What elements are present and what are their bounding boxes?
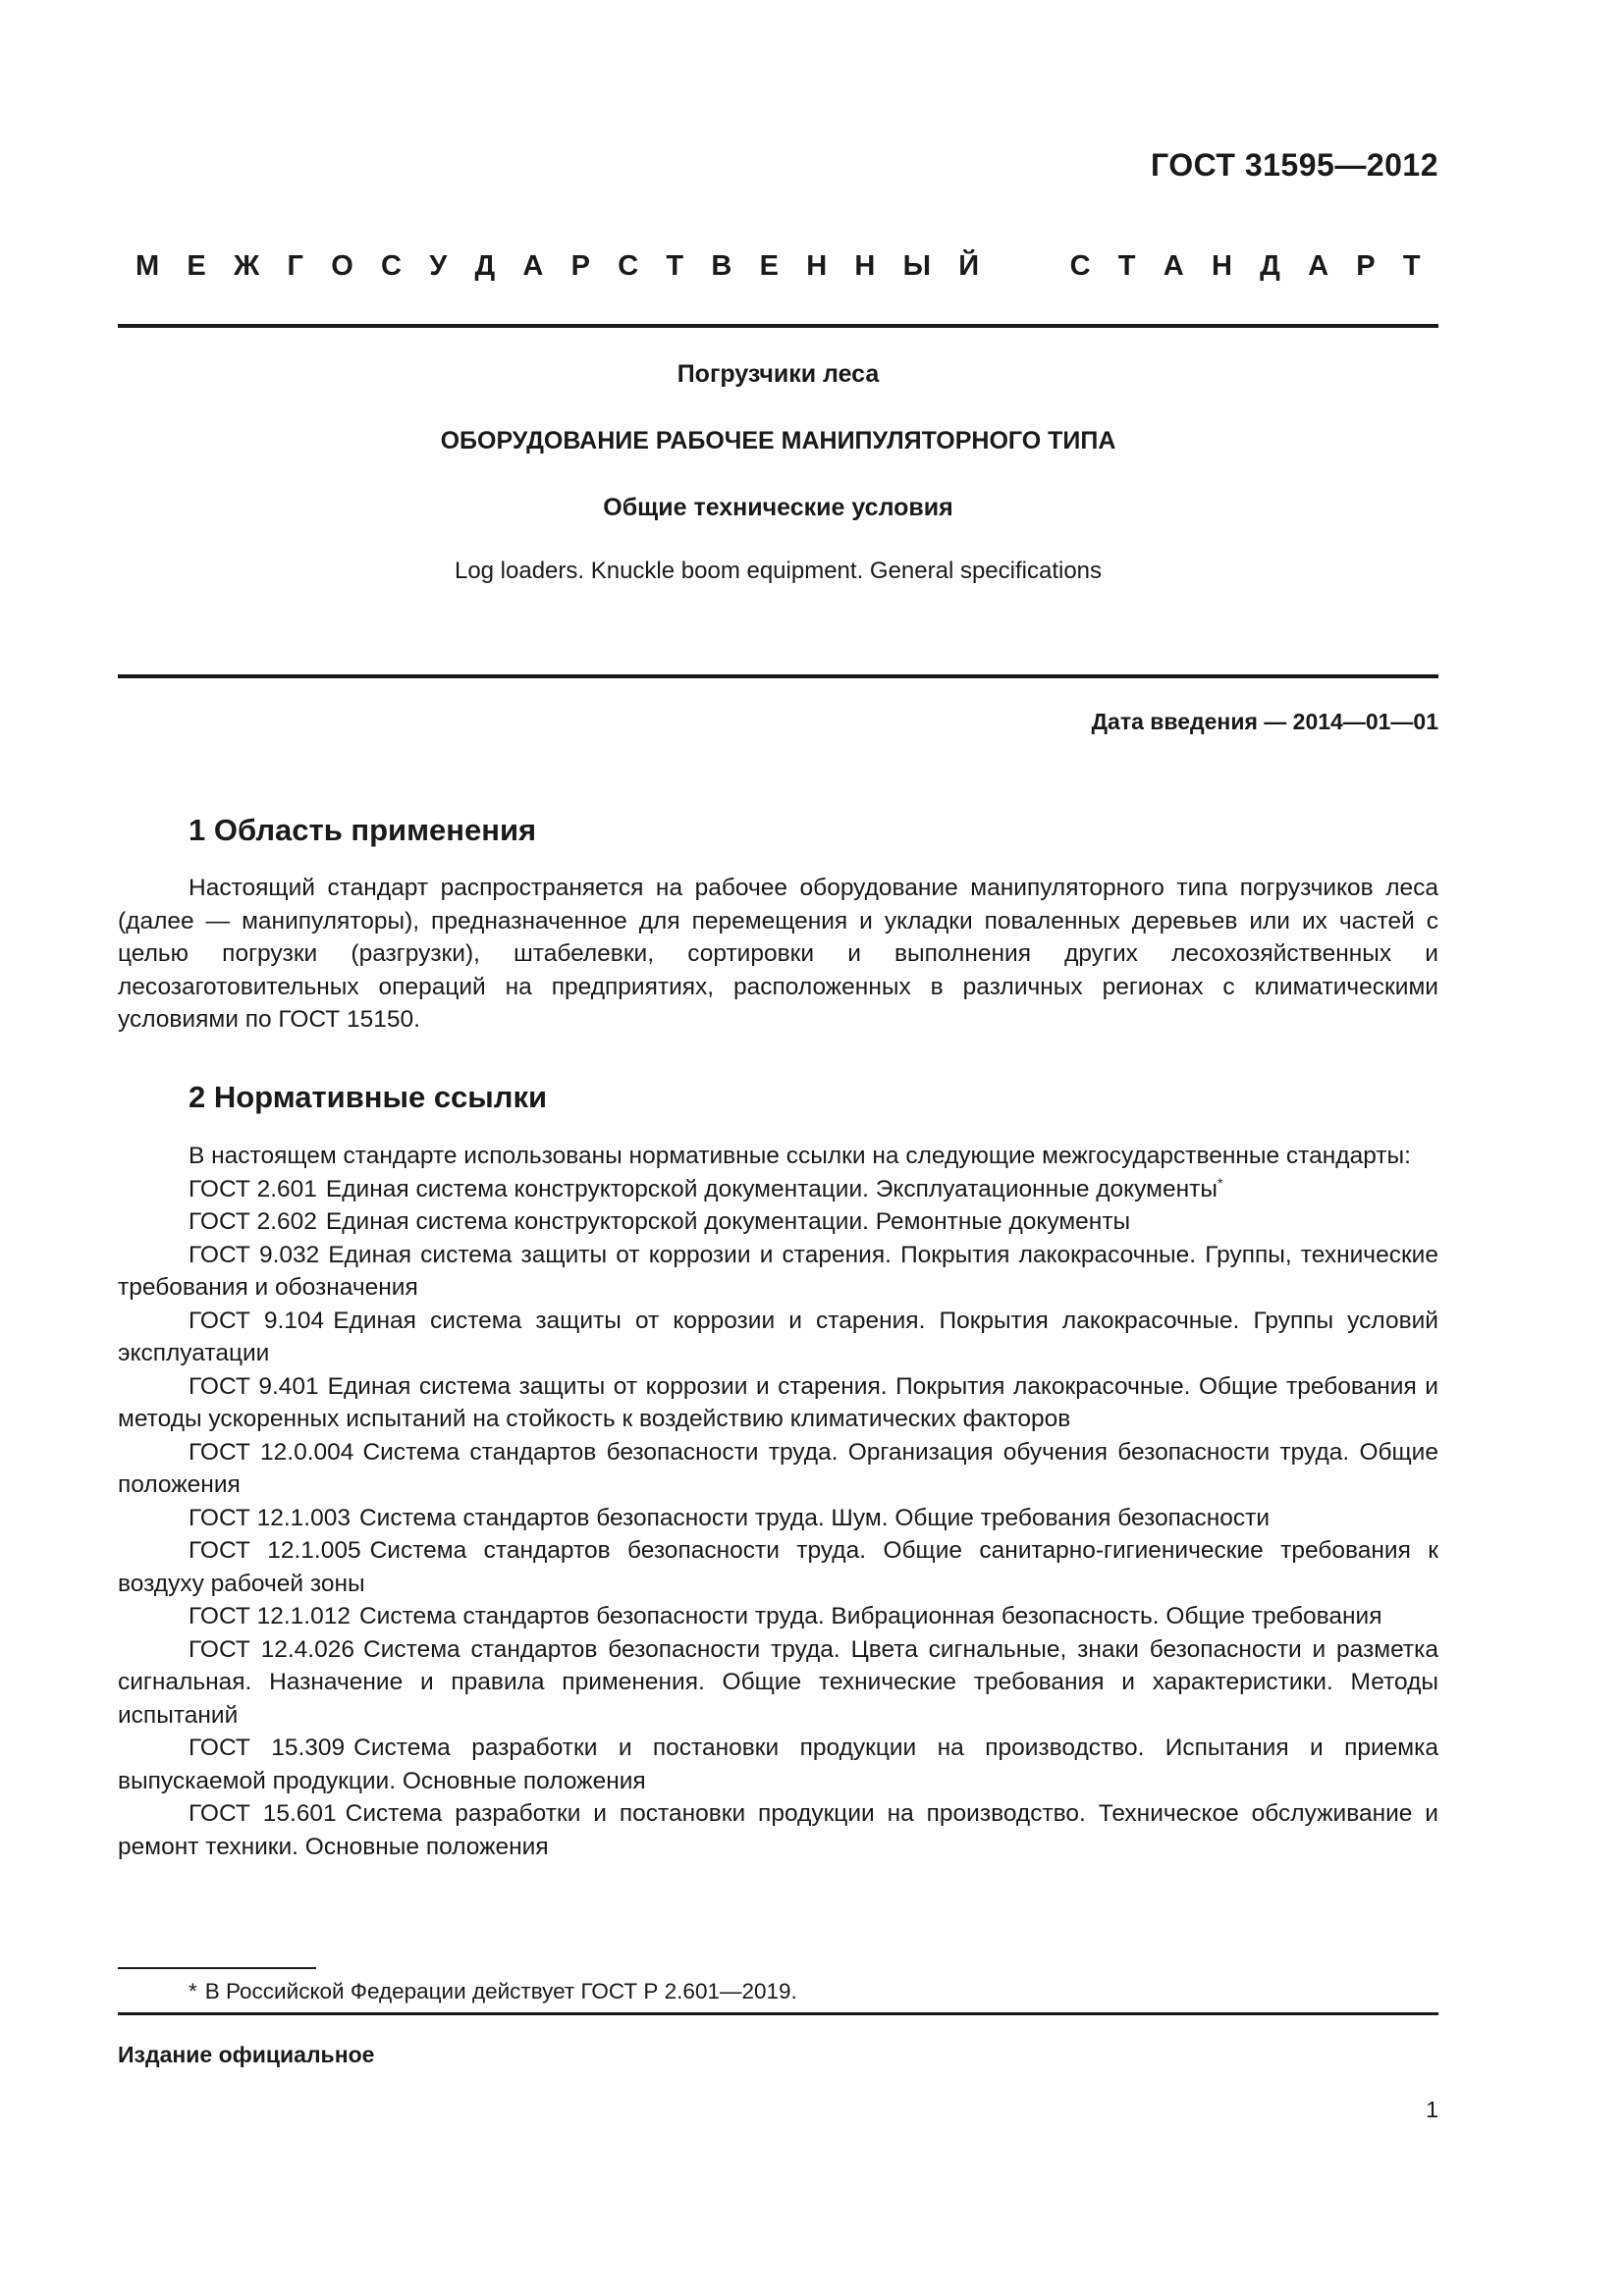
reference-code: ГОСТ 2.602 [189, 1208, 317, 1235]
banner-letter: Е [187, 250, 206, 282]
banner-letter: Т [1117, 250, 1136, 282]
reference-code: ГОСТ 15.309 [189, 1735, 346, 1761]
title-divider [118, 674, 1438, 678]
reference-code: ГОСТ 2.601 [189, 1175, 317, 1202]
introduction-date: Дата введения — 2014—01—01 [1091, 709, 1438, 734]
reference-title: Единая система защиты от коррозии и старения. Покрытия лакокрасочные. Группы условий эксплуатации [118, 1307, 1438, 1366]
reference-title: Единая система конструкторской документации. Ремонтные документы [325, 1208, 1131, 1235]
banner-letter: Д [1260, 250, 1280, 282]
reference-item [118, 1534, 1438, 1600]
reference-title: Система разработки и постановки продукции на производство. Техническое обслуживание и ремонт техники. Основные положения [118, 1800, 1438, 1860]
scope-paragraph: Настоящий стандарт распространяется на рабочее оборудование манипуляторного типа погрузчиков леса (далее — манипуляторы), предназначенное для перемещения и укладки поваленных деревьев или их частей с целью погрузки (разгрузки), штабелевки, сортировки и выполнения других лесохозяйственных и лесозаготовительных операций на предприятиях, расположенных в различных регионах с климатическими условиями по ГОСТ 15150. [118, 875, 1438, 1033]
standard-number: ГОСТ 31595—2012 [1150, 147, 1438, 183]
banner-letter: Д [474, 250, 496, 282]
reference-item [118, 1305, 1438, 1370]
reference-title: Система стандартов безопасности труда. Организация обучения безопасности труда. Общие положения [118, 1438, 1438, 1498]
reference-code: ГОСТ 12.1.003 [189, 1504, 351, 1531]
reference-title: Система стандартов безопасности труда. Шум. Общие требования безопасности [358, 1504, 1271, 1531]
reference-item [118, 1370, 1438, 1436]
top-divider [118, 324, 1438, 328]
banner-letter: Г [287, 250, 303, 282]
reference-title: Единая система защиты от коррозии и старения. Покрытия лакокрасочные. Группы, технические требования и обозначения [118, 1241, 1438, 1301]
banner-letter: А [1308, 250, 1329, 282]
banner-letter: Е [759, 250, 779, 282]
banner-letter: С [381, 250, 402, 282]
banner-letter: У [429, 250, 448, 282]
edition-label: Издание официальное [118, 2042, 375, 2067]
title-subtitle: Общие технические условия [603, 494, 953, 521]
reference-code: ГОСТ 9.032 [189, 1241, 320, 1268]
section-body-scope [118, 872, 1438, 1037]
banner-letter: Н [854, 250, 876, 282]
title-english: Log loaders. Knuckle boom equipment. General specifications [454, 558, 1103, 584]
title-main: ОБОРУДОВАНИЕ РАБОЧЕЕ МАНИПУЛЯТОРНОГО ТИПА [440, 427, 1116, 454]
banner-letter: Ж [234, 250, 260, 282]
banner-letter: Р [1356, 250, 1376, 282]
banner-letter: Н [806, 250, 828, 282]
banner-letter: А [522, 250, 544, 282]
reference-title: Система разработки и постановки продукции на производство. Испытания и приемка выпускаемой продукции. Основные положения [118, 1735, 1438, 1794]
references-intro-paragraph: В настоящем стандарте использованы нормативные ссылки на следующие межгосударственные стандарты: [189, 1143, 1411, 1169]
reference-item [118, 1732, 1438, 1797]
banner-letter: Т [666, 250, 684, 282]
reference-title: Система стандартов безопасности труда. Цвета сигнальные, знаки безопасности и разметка сигнальная. Назначение и правила применения. Общие технические требования и характеристики. Методы испытаний [118, 1635, 1438, 1729]
reference-item [118, 1205, 1438, 1239]
banner-letter: Н [1211, 250, 1232, 282]
reference-title: Система стандартов безопасности труда. Вибрационная безопасность. Общие требования [358, 1603, 1382, 1629]
reference-code: ГОСТ 9.401 [189, 1372, 319, 1400]
banner-word-gap [1006, 250, 1042, 283]
footnote-mark: * [1217, 1174, 1223, 1191]
banner-letter: Т [1402, 250, 1421, 282]
banner-letter: В [711, 250, 732, 282]
reference-title: Система стандартов безопасности труда. Общие санитарно-гигиенические требования к воздуху рабочей зоны [118, 1537, 1439, 1597]
banner-letter: Ы [902, 250, 931, 282]
reference-title: Единая система конструкторской документации. Эксплуатационные документы [325, 1175, 1218, 1202]
banner-letter: Й [958, 250, 980, 282]
document-page [118, 0, 1438, 2296]
banner-letter: С [618, 250, 639, 282]
reference-item [118, 1502, 1438, 1535]
banner-letter: О [331, 250, 353, 282]
reference-item [118, 1173, 1438, 1206]
banner-letter: А [1163, 250, 1184, 282]
banner-letter: М [135, 250, 160, 282]
section-body-references [118, 1140, 1438, 1863]
section-heading-references: 2 Нормативные ссылки [189, 1080, 548, 1114]
reference-code: ГОСТ 9.104 [189, 1307, 325, 1334]
reference-item [118, 1600, 1438, 1633]
reference-item [118, 1239, 1438, 1305]
page-number: 1 [1426, 2097, 1438, 2122]
reference-item [118, 1797, 1438, 1863]
title-group: Погрузчики леса [677, 360, 880, 388]
reference-code: ГОСТ 15.601 [189, 1800, 337, 1827]
banner-letter: Р [570, 250, 590, 282]
banner-letter: С [1069, 250, 1091, 282]
reference-code: ГОСТ 12.1.005 [189, 1537, 361, 1564]
reference-title: Единая система защиты от коррозии и старения. Покрытия лакокрасочные. Общие требования и методы ускоренных испытаний на стойкость к воздействию климатических факторов [118, 1372, 1438, 1432]
reference-item [118, 1633, 1438, 1733]
footnote-marker: * [189, 1979, 197, 2003]
reference-code: ГОСТ 12.4.026 [189, 1635, 354, 1663]
reference-code: ГОСТ 12.1.012 [189, 1603, 351, 1629]
section-heading-scope: 1 Область применения [189, 813, 537, 847]
footnote [189, 1979, 797, 2004]
interstate-standard-banner [135, 250, 1421, 283]
reference-code: ГОСТ 12.0.004 [189, 1438, 354, 1466]
reference-item [118, 1436, 1438, 1502]
footer-divider [118, 2012, 1438, 2015]
footnote-text: В Российской Федерации действует ГОСТ Р 2.601—2019. [204, 1979, 797, 2003]
footnote-separator [118, 1967, 316, 1969]
